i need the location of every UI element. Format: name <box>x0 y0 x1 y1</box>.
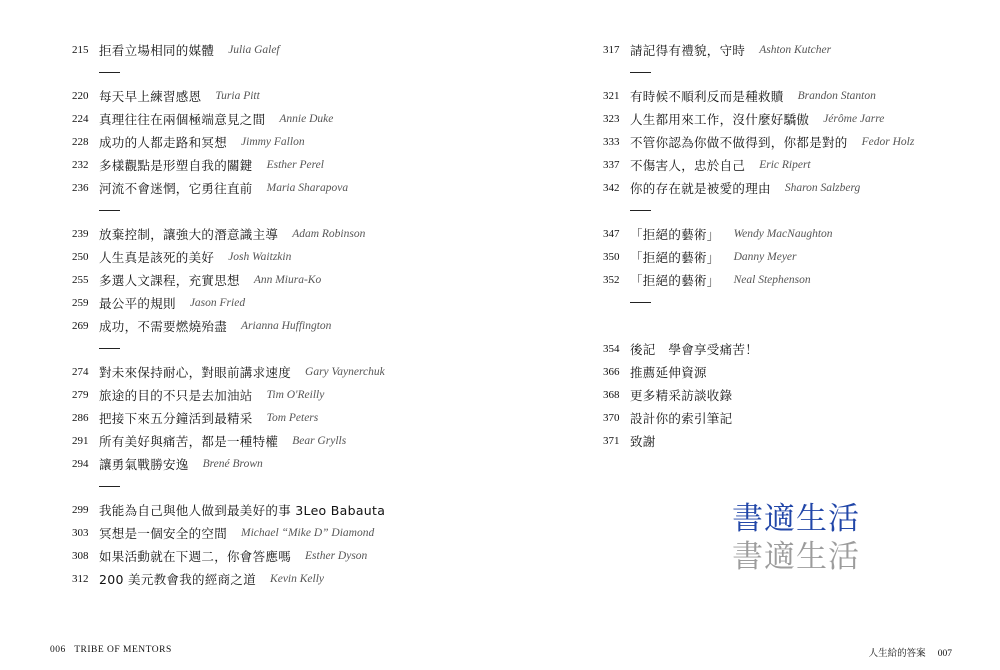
toc-left-column <box>72 38 492 590</box>
toc-page-number: 342 <box>603 181 620 194</box>
toc-entry[interactable] <box>72 360 492 383</box>
toc-author: Esther Dyson <box>305 549 368 562</box>
toc-page-number: 299 <box>72 503 89 516</box>
toc-chapter-title: 河流不會迷惘，它勇往直前 <box>99 180 253 196</box>
toc-entry[interactable] <box>603 245 963 268</box>
toc-chapter-title: 設計你的索引筆記 <box>630 410 733 426</box>
toc-entry[interactable] <box>603 360 963 383</box>
toc-page-number: 232 <box>72 158 89 171</box>
section-divider <box>72 199 492 222</box>
toc-page-number: 255 <box>72 273 89 286</box>
toc-author: Bear Grylls <box>292 434 347 447</box>
toc-chapter-title: 讓勇氣戰勝安逸 <box>99 456 189 472</box>
toc-author: Wendy MacNaughton <box>733 227 833 240</box>
toc-chapter-title: 不傷害人，忠於自己 <box>630 157 746 173</box>
toc-chapter-title: 你的存在就是被愛的理由 <box>630 180 771 196</box>
toc-page-number: 366 <box>603 365 620 378</box>
toc-entry[interactable] <box>72 176 492 199</box>
toc-author: Ann Miura-Ko <box>253 273 322 286</box>
toc-chapter-title: 放棄控制，讓強大的潛意識主導 <box>99 226 279 242</box>
toc-page-number: 303 <box>72 526 89 539</box>
running-head-right: 人生給的答案 <box>868 648 926 659</box>
toc-page-number: 250 <box>72 250 89 263</box>
toc-author: Eric Ripert <box>759 158 811 171</box>
toc-entry[interactable] <box>72 245 492 268</box>
toc-author: Gary Vaynerchuk <box>305 365 385 378</box>
toc-author: Tom Peters <box>266 411 319 424</box>
section-divider <box>72 337 492 360</box>
toc-chapter-title: 「拒絕的藝術」 <box>630 272 720 288</box>
toc-page-number: 279 <box>72 388 89 401</box>
toc-entry[interactable] <box>72 452 492 475</box>
toc-page-number: 259 <box>72 296 89 309</box>
toc-page-number: 228 <box>72 135 89 148</box>
toc-chapter-title: 如果活動就在下週二，你會答應嗎 <box>99 548 292 564</box>
toc-author: Jérôme Jarre <box>823 112 885 125</box>
toc-entry[interactable] <box>72 521 492 544</box>
toc-page-number: 286 <box>72 411 89 424</box>
toc-chapter-title: 人生真是該死的美好 <box>99 249 215 265</box>
toc-author: Ashton Kutcher <box>759 43 832 56</box>
publisher-logo <box>732 500 860 576</box>
toc-chapter-title: 人生都用來工作，沒什麼好驕傲 <box>630 111 810 127</box>
toc-entry[interactable] <box>603 429 963 452</box>
toc-entry[interactable] <box>72 84 492 107</box>
toc-chapter-title: 不管你認為你做不做得到，你都是對的 <box>630 134 848 150</box>
toc-entry[interactable] <box>72 567 492 590</box>
toc-page-number: 321 <box>603 89 620 102</box>
toc-entry[interactable] <box>72 222 492 245</box>
toc-chapter-title: 旅途的目的不只是去加油站 <box>99 387 253 403</box>
toc-author: Jason Fried <box>189 296 246 309</box>
toc-chapter-title: 多樣觀點是形塑自我的關鍵 <box>99 157 253 173</box>
toc-entry[interactable] <box>603 130 963 153</box>
toc-author: Maria Sharapova <box>266 181 349 194</box>
toc-author: Brené Brown <box>202 457 263 470</box>
toc-entry[interactable] <box>72 498 492 521</box>
toc-author: Jimmy Fallon <box>241 135 305 148</box>
toc-author: Neal Stephenson <box>733 273 811 286</box>
toc-page-number: 291 <box>72 434 89 447</box>
toc-entry[interactable] <box>72 38 492 61</box>
section-divider <box>72 61 492 84</box>
toc-entry[interactable] <box>72 406 492 429</box>
toc-entry[interactable] <box>603 268 963 291</box>
toc-page-number: 333 <box>603 135 620 148</box>
section-divider <box>603 291 963 314</box>
toc-author: Adam Robinson <box>292 227 366 240</box>
toc-author: Turia Pitt <box>215 89 260 102</box>
toc-author: Josh Waitzkin <box>228 250 292 263</box>
toc-chapter-title: 致謝 <box>630 433 656 449</box>
toc-page-number: 236 <box>72 181 89 194</box>
toc-chapter-title: 每天早上練習感恩 <box>99 88 202 104</box>
toc-page-number: 294 <box>72 457 89 470</box>
toc-entry[interactable] <box>603 176 963 199</box>
section-divider <box>603 199 963 222</box>
toc-entry[interactable] <box>603 383 963 406</box>
toc-page-number: 352 <box>603 273 620 286</box>
toc-author: Julia Galef <box>228 43 280 56</box>
toc-author: Kevin Kelly <box>270 572 325 585</box>
toc-page-number: 350 <box>603 250 620 263</box>
running-head-left: TRIBE OF MENTORS <box>74 645 172 655</box>
toc-page-number: 347 <box>603 227 620 240</box>
toc-page-number: 337 <box>603 158 620 171</box>
toc-chapter-title: 我能為自己與他人做到最美好的事 3Leo Babauta <box>99 502 386 518</box>
toc-chapter-title: 把接下來五分鐘活到最精采 <box>99 410 253 426</box>
toc-entry[interactable] <box>603 337 963 360</box>
toc-chapter-title: 多選人文課程，充實思想 <box>99 272 240 288</box>
toc-chapter-title: 更多精采訪談收錄 <box>630 387 733 403</box>
toc-author: Tim O'Reilly <box>266 388 325 401</box>
page-number-left: 006 <box>50 645 66 655</box>
toc-author: Fedor Holz <box>861 135 915 148</box>
page-number-right: 007 <box>937 649 952 659</box>
toc-entry[interactable] <box>603 222 963 245</box>
toc-page-number: 239 <box>72 227 89 240</box>
toc-page-number: 317 <box>603 43 620 56</box>
toc-chapter-title: 所有美好與痛苦，都是一種特權 <box>99 433 279 449</box>
toc-chapter-title: 對未來保持耐心，對眼前講求速度 <box>99 364 292 380</box>
toc-chapter-title: 200 美元教會我的經商之道 <box>99 571 257 587</box>
section-divider <box>72 475 492 498</box>
toc-entry[interactable] <box>72 130 492 153</box>
toc-entry[interactable] <box>72 383 492 406</box>
toc-entry[interactable] <box>603 153 963 176</box>
toc-chapter-title: 請記得有禮貌，守時 <box>630 42 746 58</box>
logo-line-2: 書適生活 <box>732 539 860 575</box>
toc-entry[interactable] <box>72 314 492 337</box>
toc-chapter-title: 成功的人都走路和冥想 <box>99 134 228 150</box>
toc-page-number: 354 <box>603 342 620 355</box>
footer-right <box>869 645 952 659</box>
toc-author: Michael “Mike D” Diamond <box>241 526 375 539</box>
toc-entry[interactable] <box>72 291 492 314</box>
toc-chapter-title: 真理往往在兩個極端意見之間 <box>99 111 266 127</box>
toc-chapter-title: 「拒絕的藝術」 <box>630 226 720 242</box>
toc-page-number: 224 <box>72 112 89 125</box>
toc-entry[interactable] <box>603 38 963 61</box>
toc-author: Annie Duke <box>279 112 334 125</box>
toc-author: Arianna Huffington <box>241 319 332 332</box>
toc-page-number: 323 <box>603 112 620 125</box>
logo-line-1: 書適生活 <box>732 501 860 537</box>
toc-right-column <box>603 38 963 452</box>
toc-chapter-title: 推薦延伸資源 <box>630 364 707 380</box>
toc-chapter-title: 最公平的規則 <box>99 295 176 311</box>
toc-chapter-title: 拒看立場相同的媒體 <box>99 42 215 58</box>
toc-page-number: 220 <box>72 89 89 102</box>
toc-page-number: 371 <box>603 434 620 447</box>
toc-entry[interactable] <box>72 153 492 176</box>
toc-page-number: 215 <box>72 43 89 56</box>
toc-author: Brandon Stanton <box>797 89 876 102</box>
toc-author: Esther Perel <box>266 158 324 171</box>
toc-entry[interactable] <box>72 544 492 567</box>
footer-left <box>50 645 172 655</box>
toc-entry[interactable] <box>72 429 492 452</box>
toc-entry[interactable] <box>603 107 963 130</box>
toc-chapter-title: 「拒絕的藝術」 <box>630 249 720 265</box>
toc-page-number: 370 <box>603 411 620 424</box>
toc-chapter-title: 成功，不需要燃燒殆盡 <box>99 318 228 334</box>
toc-author: Danny Meyer <box>733 250 797 263</box>
toc-page-number: 269 <box>72 319 89 332</box>
toc-page-number: 274 <box>72 365 89 378</box>
toc-page-number: 312 <box>72 572 89 585</box>
toc-chapter-title: 冥想是一個安全的空間 <box>99 525 228 541</box>
toc-chapter-title: 後記 學會享受痛苦！ <box>630 341 759 357</box>
toc-entry[interactable] <box>603 406 963 429</box>
toc-page-number: 308 <box>72 549 89 562</box>
toc-entry[interactable] <box>72 107 492 130</box>
toc-author: Sharon Salzberg <box>784 181 861 194</box>
toc-chapter-title: 有時候不順利反而是種救贖 <box>630 88 784 104</box>
section-divider <box>603 61 963 84</box>
toc-entry[interactable] <box>603 84 963 107</box>
toc-page-number: 368 <box>603 388 620 401</box>
toc-entry[interactable] <box>72 268 492 291</box>
